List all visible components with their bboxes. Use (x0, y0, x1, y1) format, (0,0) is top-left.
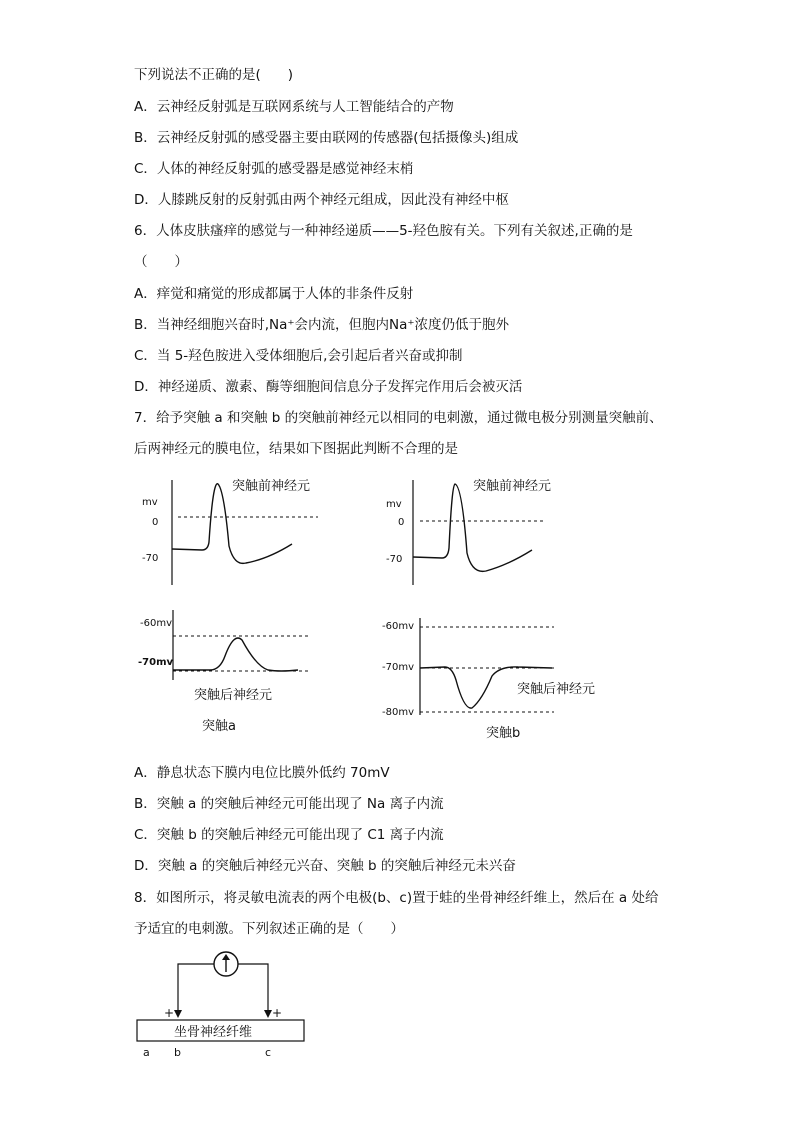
pre-b-panel (386, 478, 551, 585)
post-a-minus70: -70mv (138, 657, 174, 668)
q7-option-b: B．突触 a 的突触后神经元可能出现了 Na 离子内流 (134, 796, 444, 812)
synapse-b-label: 突触b (486, 726, 521, 741)
q8-stem-line2: 予适宜的电刺激。下列叙述正确的是（ ） (134, 921, 404, 937)
q7-option-d: D．突触 a 的突触后神经元兴奋、突触 b 的突触后神经元未兴奋 (134, 858, 516, 874)
pre-a-zero: 0 (152, 517, 159, 528)
point-b: b (174, 1046, 181, 1059)
q6-option-d: D．神经递质、激素、酶等细胞间信息分子发挥完作用后会被灭活 (134, 379, 523, 395)
point-c: c (265, 1046, 272, 1059)
pre-b-unit: mv (386, 499, 402, 510)
q7-option-c: C．突触 b 的突触后神经元可能出现了 C1 离子内流 (134, 827, 444, 843)
pre-a-minus70: -70 (142, 553, 159, 564)
pre-b-minus70: -70 (386, 554, 403, 565)
q6-option-b: B．当神经细胞兴奋时,Na⁺会内流，但胞内Na⁺浓度仍低于胞外 (134, 317, 510, 333)
q6-option-c: C．当 5-羟色胺进入受体细胞后,会引起后者兴奋或抑制 (134, 348, 463, 364)
q7-membrane-potential-figure (130, 470, 630, 750)
post-b-minus80: -80mv (382, 707, 414, 718)
q8-stem-line1: 8．如图所示，将灵敏电流表的两个电极(b、c)置于蛙的坐骨神经纤维上，然后在 a 处给 (134, 890, 659, 906)
q5-option-c: C．人体的神经反射弧的感受器是感觉神经末梢 (134, 161, 414, 177)
post-b-minus60: -60mv (382, 621, 414, 632)
pre-b-zero: 0 (398, 517, 405, 528)
q8-galvanometer-figure (134, 948, 314, 1063)
point-a: a (143, 1046, 150, 1059)
pre-a-panel (142, 478, 318, 585)
plus-right: + (272, 1006, 283, 1020)
plus-left: + (164, 1006, 175, 1020)
q5-option-a: A．云神经反射弧是互联网系统与人工智能结合的产物 (134, 99, 454, 115)
post-a-title: 突触后神经元 (194, 688, 273, 703)
q6-option-a: A．痒觉和痛觉的形成都属于人体的非条件反射 (134, 286, 414, 302)
pre-a-unit: mv (142, 497, 158, 508)
q7-stem-line1: 7．给予突触 a 和突触 b 的突触前神经元以相同的电刺激，通过微电极分别测量突触前、 (134, 410, 663, 426)
q5-stem: 下列说法不正确的是( ) (134, 67, 294, 83)
q7-stem-line2: 后两神经元的膜电位，结果如下图据此判断不合理的是 (134, 441, 458, 457)
fiber-label: 坐骨神经纤维 (174, 1025, 253, 1040)
q5-option-b: B．云神经反射弧的感受器主要由联网的传感器(包括摄像头)组成 (134, 130, 519, 146)
synapse-a-label: 突触a (202, 719, 236, 734)
q7-option-a: A．静息状态下膜内电位比膜外低约 70mV (134, 765, 390, 781)
post-a-panel (138, 610, 310, 734)
q5-option-d: D．人膝跳反射的反射弧由两个神经元组成，因此没有神经中枢 (134, 192, 509, 208)
q6-stem-line1: 6．人体皮肤瘙痒的感觉与一种神经递质——5-羟色胺有关。下列有关叙述,正确的是 (134, 223, 633, 239)
post-b-title: 突触后神经元 (517, 682, 596, 697)
pre-a-title: 突触前神经元 (232, 479, 311, 494)
post-b-panel (382, 618, 595, 741)
q6-stem-line2: （ ） (134, 254, 188, 270)
post-a-minus60: -60mv (140, 618, 172, 629)
post-b-minus70: -70mv (382, 662, 414, 673)
pre-b-title: 突触前神经元 (473, 479, 552, 494)
